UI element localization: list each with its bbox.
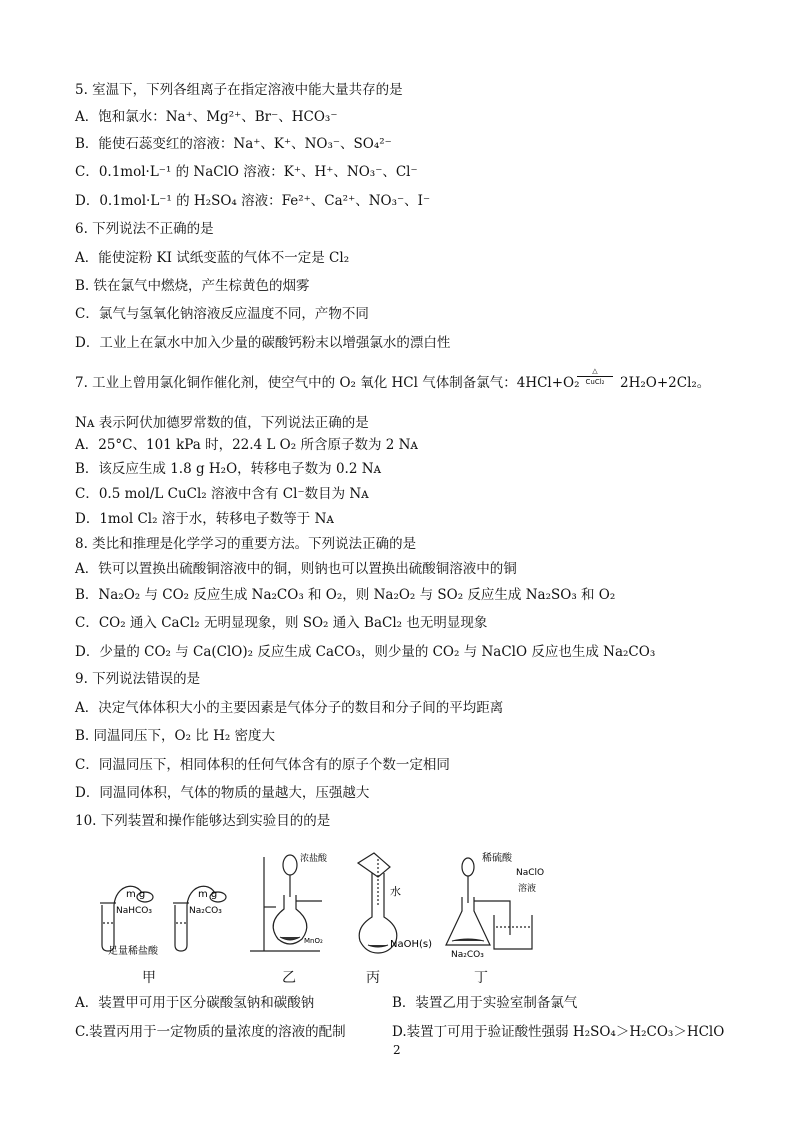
q7-stem-left: 7. 工业上曾用氯化铜作催化剂，使空气中的 O₂ 氧化 HCl 气体制备氯气：4HCl+O₂	[75, 375, 580, 391]
conical-flask	[446, 897, 490, 945]
q9-option-b: B. 同温同压下，O₂ 比 H₂ 密度大	[75, 728, 276, 744]
apparatus-bing	[358, 853, 397, 953]
q9-stem: 9. 下列说法错误的是	[75, 671, 201, 687]
pouring-beaker	[358, 853, 390, 877]
q7-option-b: B．该反应生成 1.8 g H₂O，转移电子数为 0.2 Nᴀ	[75, 461, 382, 477]
q7-stem	[75, 374, 580, 392]
mno2-solid	[280, 937, 300, 940]
fig-label-jia: 甲	[142, 970, 156, 986]
q10-option-c: C.装置丙用于一定物质的量浓度的溶液的配制	[75, 1024, 346, 1040]
delivery-tube	[474, 901, 510, 935]
yi-acid: 浓盐酸	[300, 854, 328, 864]
catalyst-label: CuCl₂	[585, 378, 605, 386]
jia-left-solid: m g	[126, 889, 146, 900]
q6-stem: 6. 下列说法不正确的是	[75, 221, 214, 237]
round-flask	[273, 895, 307, 944]
q10-option-d: D.装置丁可用于验证酸性强弱 H₂SO₄＞H₂CO₃＞HClO	[392, 1024, 725, 1040]
ding-acid: 稀硫酸	[482, 853, 512, 864]
fig-label-bing: 丙	[366, 970, 380, 986]
reaction-condition	[577, 367, 613, 386]
q9-option-c: C．同温同压下，相同体积的任何气体含有的原子个数一定相同	[75, 757, 450, 773]
q10-stem: 10. 下列装置和操作能够达到实验目的的是	[75, 813, 331, 829]
q5-option-d: D．0.1mol·L⁻¹ 的 H₂SO₄ 溶液：Fe²⁺、Ca²⁺、NO₃⁻、I⁻	[75, 193, 431, 209]
q8-option-c: C．CO₂ 通入 CaCl₂ 无明显现象，则 SO₂ 通入 BaCl₂ 也无明显现象	[75, 615, 488, 631]
apparatus-figure	[90, 845, 740, 985]
test-tube-right	[175, 905, 187, 951]
q8-option-a: A．铁可以置换出硫酸铜溶液中的铜，则钠也可以置换出硫酸铜溶液中的铜	[75, 561, 517, 577]
yi-solid: MnO₂	[304, 937, 323, 945]
q6-option-c: C．氯气与氢氧化钠溶液反应温度不同，产物不同	[75, 306, 369, 322]
q5-option-c: C．0.1mol·L⁻¹ 的 NaClO 溶液：K⁺、H⁺、NO₃⁻、Cl⁻	[75, 164, 418, 180]
q8-option-b: B．Na₂O₂ 与 CO₂ 反应生成 Na₂CO₃ 和 O₂，则 Na₂O₂ 与 SO₂ 反应生成 Na₂SO₃ 和 O₂	[75, 587, 616, 603]
jia-right-name: Na₂CO₃	[189, 906, 222, 916]
q7-option-c: C．0.5 mol/L CuCl₂ 溶液中含有 Cl⁻数目为 Nᴀ	[75, 486, 369, 502]
q5-stem: 5. 室温下，下列各组离子在指定溶液中能大量共存的是	[75, 82, 403, 98]
jia-left-name: NaHCO₃	[116, 906, 152, 916]
page-number: 2	[393, 1043, 401, 1057]
reaction-arrow-line	[577, 376, 613, 377]
q10-option-a: A．装置甲可用于区分碳酸氢钠和碳酸钠	[75, 995, 315, 1011]
fig-label-yi: 乙	[282, 970, 296, 986]
bing-water: 水	[390, 885, 401, 898]
test-tube-left	[102, 905, 114, 951]
q9-option-a: A．决定气体体积大小的主要因素是气体分子的数目和分子间的平均距离	[75, 700, 504, 716]
q7-stem-right: 2H₂O+2Cl₂。	[620, 375, 711, 391]
q5-option-b: B．能使石蕊变红的溶液：Na⁺、K⁺、NO₃⁻、SO₄²⁻	[75, 136, 392, 152]
separatory-funnel	[283, 855, 297, 875]
q10-option-b: B．装置乙用于实验室制备氯气	[392, 995, 578, 1011]
naoh-solid	[368, 945, 388, 947]
q5-option-a: A．饱和氯水：Na⁺、Mg²⁺、Br⁻、HCO₃⁻	[75, 109, 338, 125]
q7-option-a: A．25°C、101 kPa 时，22.4 L O₂ 所含原子数为 2 Nᴀ	[75, 437, 419, 453]
q8-stem: 8. 类比和推理是化学学习的重要方法。下列说法正确的是	[75, 536, 417, 552]
ding-funnel	[462, 858, 474, 876]
jia-right-solid: m g	[198, 889, 218, 900]
na2co3-solid	[452, 939, 484, 941]
beaker	[494, 915, 532, 949]
ding-sol1: NaClO	[516, 868, 545, 878]
q6-option-d: D．工业上在氯水中加入少量的碳酸钙粉末以增强氯水的漂白性	[75, 335, 451, 351]
q9-option-d: D．同温同体积，气体的物质的量越大，压强越大	[75, 785, 370, 801]
q6-option-a: A．能使淀粉 KI 试纸变蓝的气体不一定是 Cl₂	[75, 250, 350, 266]
q7-option-d: D．1mol Cl₂ 溶于水，转移电子数等于 Nᴀ	[75, 511, 335, 527]
ding-solid: Na₂CO₃	[451, 950, 484, 960]
q7-intro: Nᴀ 表示阿伏加德罗常数的值，下列说法正确的是	[75, 415, 369, 431]
apparatus-drawing	[90, 845, 740, 985]
bing-solid: NaOH(s)	[390, 939, 433, 950]
ding-sol2: 溶液	[518, 884, 537, 894]
q8-option-d: D．少量的 CO₂ 与 Ca(ClO)₂ 反应生成 CaCO₃，则少量的 CO₂ 与 NaClO 反应也生成 Na₂CO₃	[75, 644, 656, 660]
fig-label-ding: 丁	[474, 970, 488, 986]
q6-option-b: B. 铁在氯气中燃烧，产生棕黄色的烟雾	[75, 278, 310, 294]
heat-symbol: △	[592, 367, 598, 375]
jia-acid: 足量稀盐酸	[108, 946, 158, 957]
